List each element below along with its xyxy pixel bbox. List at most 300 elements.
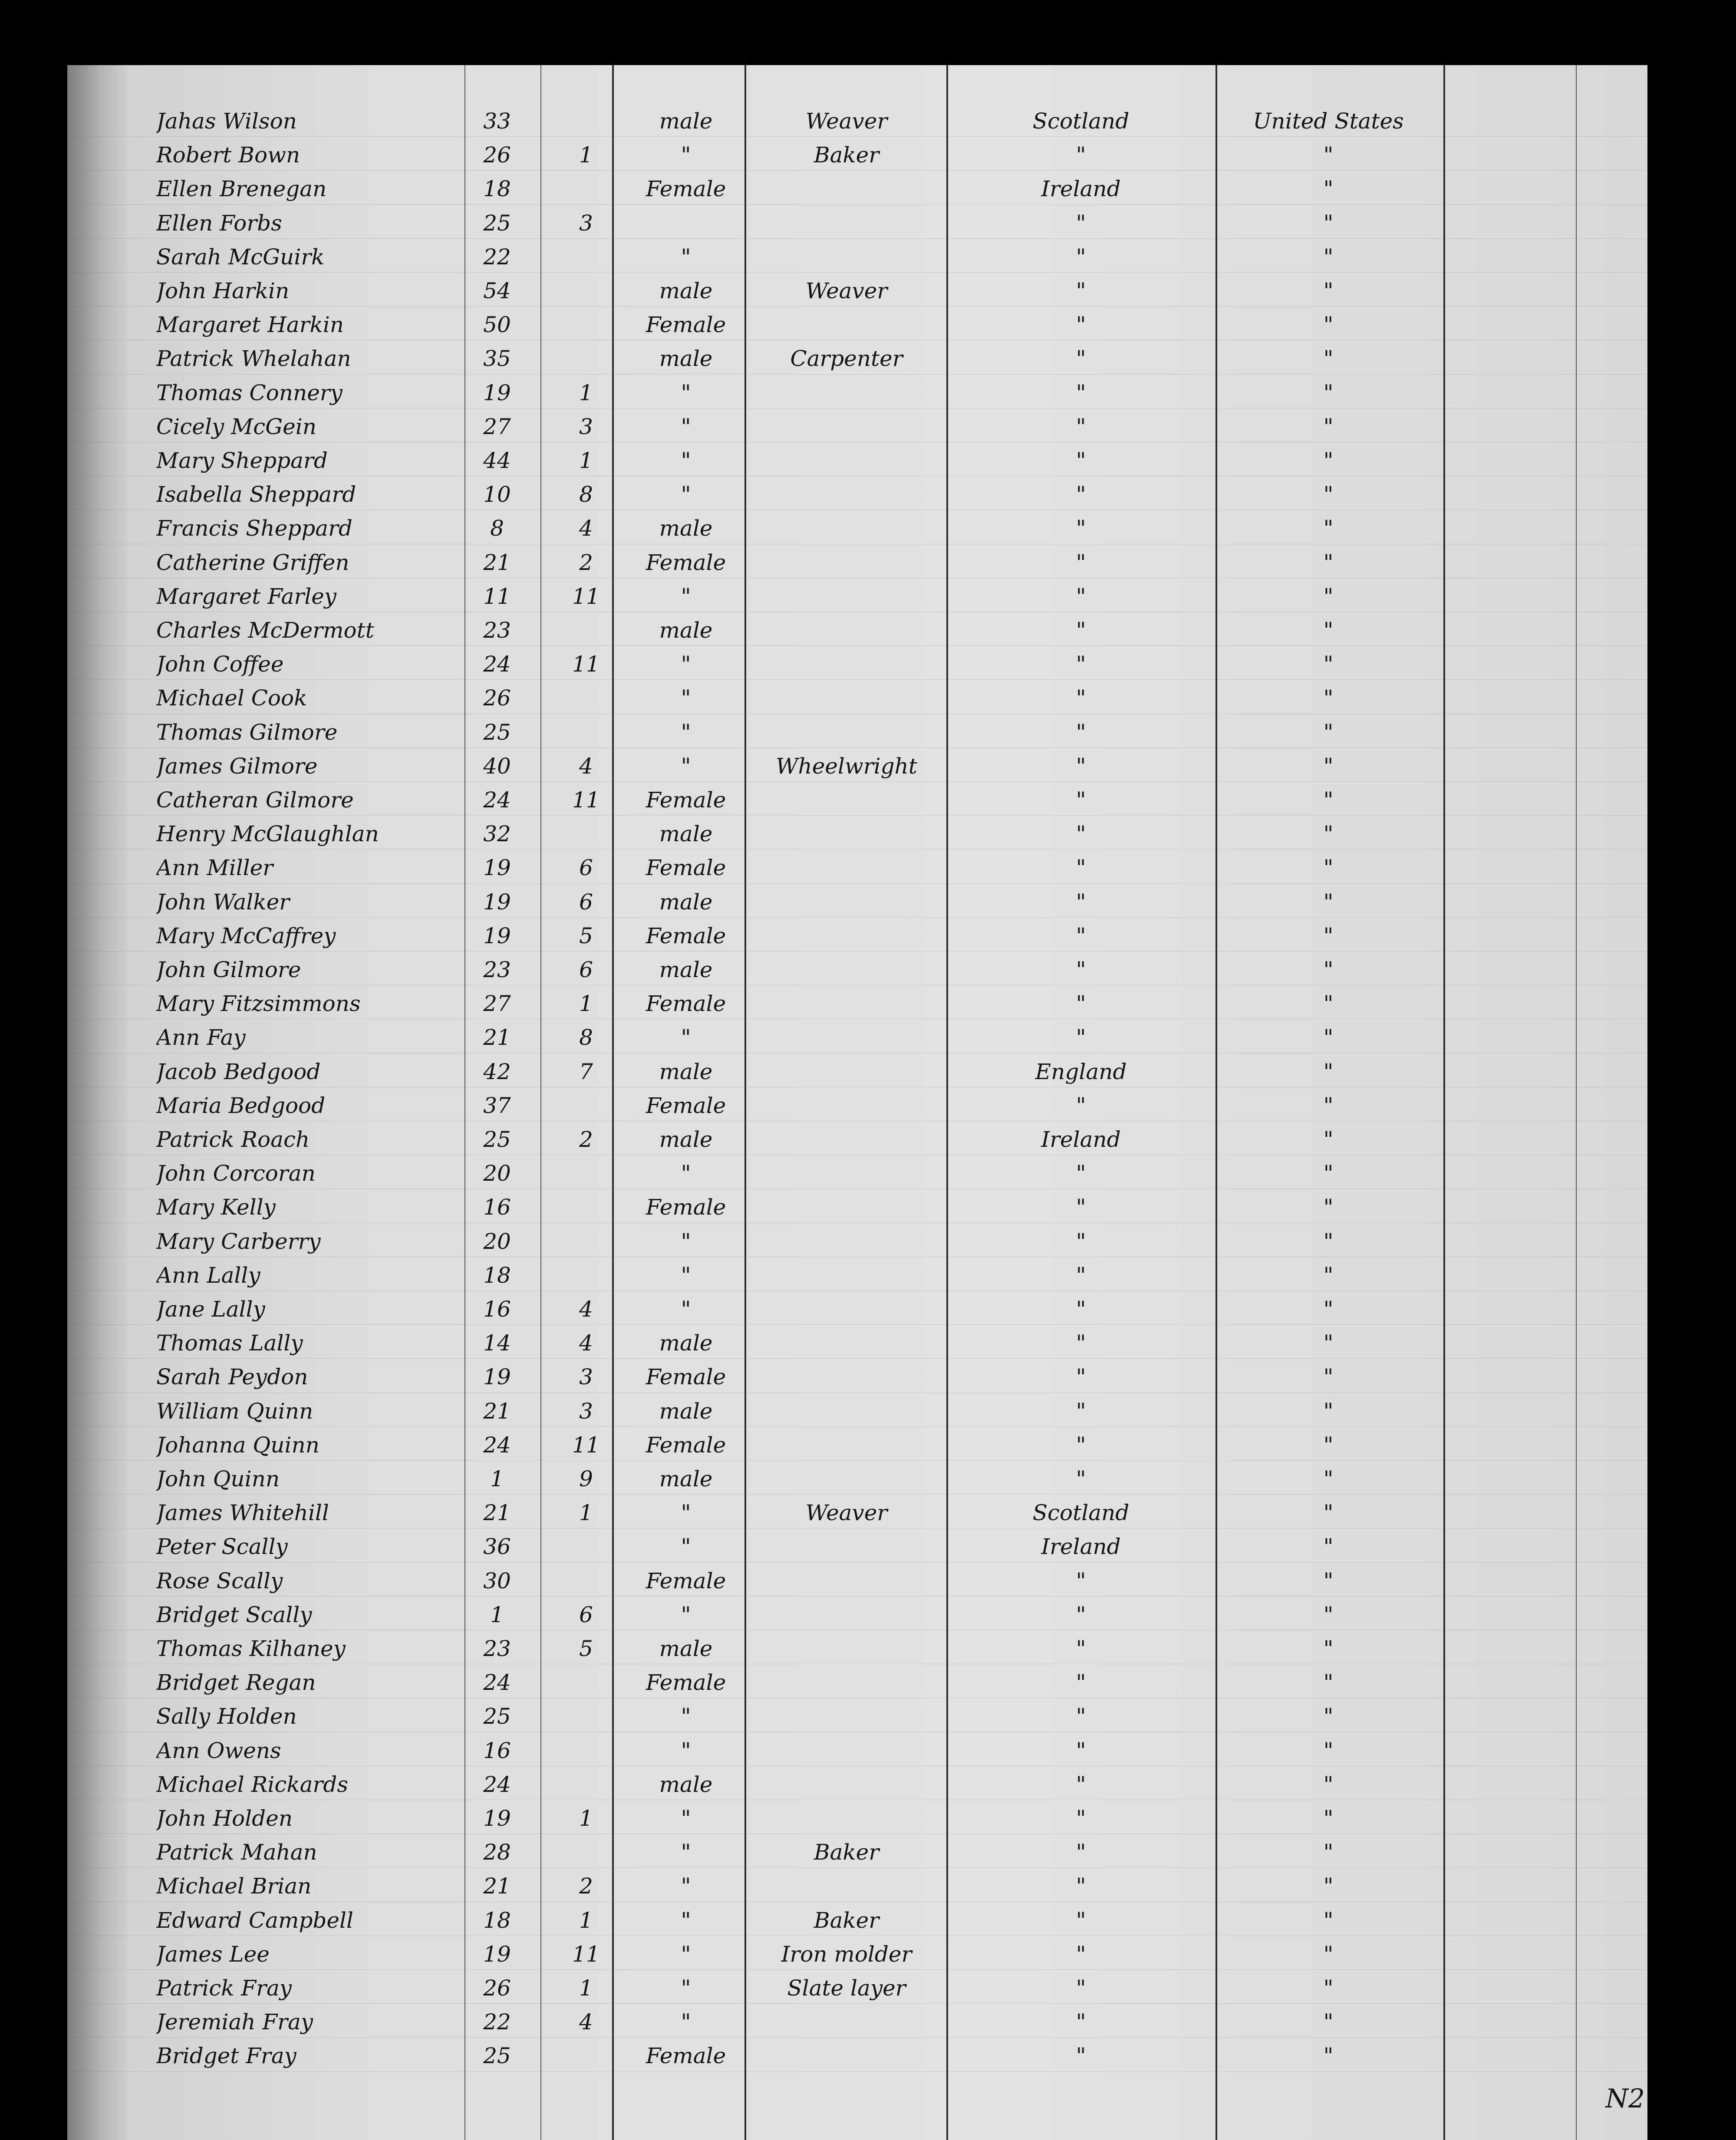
passenger-occupation <box>751 1768 942 1801</box>
passenger-name: John Harkin <box>156 278 290 303</box>
passenger-birthplace: " <box>1076 1806 1086 1831</box>
passenger-months <box>543 308 629 342</box>
passenger-birthplace: " <box>1076 2009 1086 2035</box>
passenger-birthplace: " <box>1076 1364 1086 1390</box>
passenger-months <box>543 172 629 206</box>
table-row <box>0 715 1736 749</box>
passenger-name: Ann Owens <box>156 1738 281 1763</box>
passenger-sex: Female <box>646 2043 726 2069</box>
passenger-destination: " <box>1323 414 1334 439</box>
passenger-sex: " <box>681 1534 691 1560</box>
passenger-age: 25 <box>483 2043 511 2069</box>
passenger-name: Ann Lally <box>156 1262 260 1288</box>
passenger-destination: " <box>1323 312 1334 338</box>
passenger-months: 11 <box>572 583 600 609</box>
passenger-sex: Female <box>646 1364 726 1390</box>
passenger-sex: " <box>681 652 691 677</box>
passenger-destination: " <box>1323 719 1334 745</box>
passenger-age: 18 <box>483 1262 511 1288</box>
passenger-occupation <box>751 1190 942 1224</box>
passenger-destination: " <box>1323 1907 1334 1933</box>
passenger-months: 1 <box>579 991 593 1017</box>
passenger-occupation: Carpenter <box>790 346 903 372</box>
passenger-occupation <box>751 681 942 715</box>
passenger-destination: " <box>1323 1873 1334 1899</box>
passenger-name: Mary Sheppard <box>156 448 328 473</box>
passenger-sex: male <box>659 889 713 915</box>
passenger-birthplace: " <box>1076 685 1086 711</box>
passenger-occupation <box>751 511 942 545</box>
passenger-months <box>543 681 629 715</box>
table-row <box>0 444 1736 477</box>
passenger-sex: Female <box>646 855 726 881</box>
table-row <box>0 240 1736 274</box>
table-row <box>0 817 1736 851</box>
table-row <box>0 1394 1736 1428</box>
passenger-destination: " <box>1323 176 1334 202</box>
passenger-occupation <box>751 1258 942 1292</box>
passenger-destination: " <box>1323 1636 1334 1661</box>
passenger-occupation <box>751 783 942 817</box>
passenger-name: Michael Cook <box>156 685 307 711</box>
passenger-months: 2 <box>579 1127 593 1152</box>
passenger-name: James Whitehill <box>156 1500 329 1526</box>
passenger-birthplace: " <box>1076 346 1086 372</box>
table-row <box>0 1937 1736 1971</box>
passenger-sex: " <box>681 1840 691 1865</box>
passenger-occupation <box>751 376 942 410</box>
passenger-destination: " <box>1323 787 1334 813</box>
passenger-months: 5 <box>579 1636 593 1661</box>
table-row <box>0 647 1736 681</box>
passenger-sex: male <box>659 1398 713 1424</box>
passenger-age: 19 <box>483 855 511 881</box>
passenger-occupation <box>751 1292 942 1326</box>
passenger-destination: " <box>1323 380 1334 405</box>
table-row <box>0 1055 1736 1089</box>
passenger-age: 24 <box>483 1771 511 1797</box>
passenger-age: 18 <box>483 1907 511 1933</box>
passenger-destination: " <box>1323 618 1334 643</box>
passenger-months: 1 <box>579 380 593 405</box>
table-row <box>0 1971 1736 2005</box>
passenger-birthplace: " <box>1076 1907 1086 1933</box>
table-row <box>0 1530 1736 1564</box>
passenger-occupation <box>751 1734 942 1768</box>
passenger-months: 8 <box>579 1025 593 1050</box>
table-row <box>0 1156 1736 1190</box>
passenger-birthplace: " <box>1076 1704 1086 1729</box>
passenger-months: 3 <box>579 414 593 439</box>
passenger-age: 14 <box>483 1330 511 1356</box>
passenger-occupation <box>751 308 942 342</box>
passenger-age: 22 <box>483 2009 511 2035</box>
passenger-occupation <box>751 172 942 206</box>
passenger-occupation: Wheelwright <box>776 753 917 779</box>
passenger-months <box>543 1258 629 1292</box>
table-row <box>0 546 1736 579</box>
passenger-age: 23 <box>483 1636 511 1661</box>
passenger-name: Edward Campbell <box>156 1907 353 1933</box>
table-row <box>0 1598 1736 1632</box>
passenger-age: 25 <box>483 1127 511 1152</box>
passenger-sex: Female <box>646 1432 726 1458</box>
passenger-name: William Quinn <box>156 1398 313 1424</box>
passenger-months: 4 <box>579 1297 593 1322</box>
passenger-birthplace: " <box>1076 1602 1086 1627</box>
passenger-age: 24 <box>483 652 511 677</box>
passenger-months <box>543 1666 629 1699</box>
passenger-occupation <box>751 1598 942 1632</box>
passenger-destination: " <box>1323 482 1334 507</box>
passenger-destination: " <box>1323 1398 1334 1424</box>
passenger-name: Margaret Harkin <box>156 312 344 338</box>
passenger-occupation <box>751 1869 942 1903</box>
passenger-name: Isabella Sheppard <box>156 482 356 507</box>
table-row <box>0 749 1736 783</box>
passenger-months: 6 <box>579 855 593 881</box>
passenger-sex: male <box>659 1466 713 1491</box>
passenger-months: 4 <box>579 1330 593 1356</box>
passenger-months: 1 <box>579 1975 593 2001</box>
passenger-occupation <box>751 546 942 579</box>
passenger-birthplace: " <box>1076 1670 1086 1696</box>
passenger-destination: " <box>1323 991 1334 1017</box>
passenger-sex: " <box>681 380 691 405</box>
passenger-name: Patrick Whelahan <box>156 346 351 372</box>
passenger-birthplace: Ireland <box>1041 1534 1121 1560</box>
passenger-birthplace: " <box>1076 787 1086 813</box>
passenger-name: Sarah McGuirk <box>156 244 325 270</box>
passenger-birthplace: Ireland <box>1041 1127 1121 1152</box>
passenger-birthplace: " <box>1076 550 1086 575</box>
table-row <box>0 1801 1736 1835</box>
passenger-birthplace: " <box>1076 923 1086 948</box>
passenger-sex: Female <box>646 1568 726 1593</box>
passenger-occupation: Baker <box>814 1907 880 1933</box>
passenger-birthplace: " <box>1076 652 1086 677</box>
passenger-age: 23 <box>483 618 511 643</box>
table-row <box>0 1360 1736 1394</box>
passenger-occupation <box>751 1360 942 1394</box>
passenger-name: Ellen Brenegan <box>156 176 327 202</box>
passenger-birthplace: " <box>1076 482 1086 507</box>
passenger-months: 9 <box>579 1466 593 1491</box>
passenger-destination: " <box>1323 652 1334 677</box>
passenger-destination: " <box>1323 244 1334 270</box>
passenger-name: Thomas Gilmore <box>156 719 338 745</box>
passenger-age: 26 <box>483 685 511 711</box>
passenger-destination: " <box>1323 1840 1334 1865</box>
passenger-birthplace: Scotland <box>1032 109 1130 134</box>
passenger-months: 3 <box>579 1364 593 1390</box>
passenger-birthplace: " <box>1076 889 1086 915</box>
passenger-age: 44 <box>483 448 511 473</box>
passenger-name: Maria Bedgood <box>156 1093 326 1118</box>
table-row <box>0 1021 1736 1054</box>
table-row <box>0 376 1736 410</box>
passenger-destination: " <box>1323 583 1334 609</box>
passenger-destination: " <box>1323 923 1334 948</box>
passenger-occupation: Baker <box>814 1840 880 1865</box>
passenger-birthplace: " <box>1076 1466 1086 1491</box>
passenger-occupation: Weaver <box>805 109 888 134</box>
passenger-name: Francis Sheppard <box>156 516 352 541</box>
passenger-sex: " <box>681 1806 691 1831</box>
table-row <box>0 1123 1736 1156</box>
passenger-months: 1 <box>579 448 593 473</box>
passenger-age: 21 <box>483 1873 511 1899</box>
passenger-months: 11 <box>572 1941 600 1967</box>
passenger-birthplace: England <box>1035 1059 1127 1084</box>
passenger-name: Patrick Fray <box>156 1975 292 2001</box>
passenger-age: 42 <box>483 1059 511 1084</box>
passenger-birthplace: " <box>1076 1568 1086 1593</box>
passenger-sex: " <box>681 1500 691 1526</box>
passenger-destination: " <box>1323 346 1334 372</box>
passenger-destination: " <box>1323 278 1334 303</box>
passenger-destination: " <box>1323 1127 1334 1152</box>
table-row <box>0 274 1736 308</box>
passenger-birthplace: " <box>1076 991 1086 1017</box>
passenger-age: 16 <box>483 1297 511 1322</box>
passenger-birthplace: Ireland <box>1041 176 1121 202</box>
passenger-sex: " <box>681 1025 691 1050</box>
passenger-age: 19 <box>483 1806 511 1831</box>
passenger-destination: United States <box>1253 109 1404 134</box>
passenger-age: 25 <box>483 719 511 745</box>
passenger-age: 19 <box>483 1941 511 1967</box>
passenger-months <box>543 715 629 749</box>
table-row <box>0 681 1736 715</box>
passenger-birthplace: " <box>1076 753 1086 779</box>
passenger-name: Mary Carberry <box>156 1228 321 1254</box>
passenger-birthplace: " <box>1076 142 1086 168</box>
passenger-occupation <box>751 715 942 749</box>
table-row <box>0 308 1736 342</box>
passenger-months <box>543 613 629 647</box>
table-row <box>0 342 1736 375</box>
passenger-sex: male <box>659 1059 713 1084</box>
table-row <box>0 851 1736 885</box>
passenger-age: 37 <box>483 1093 511 1118</box>
passenger-name: Jahas Wilson <box>156 109 297 134</box>
passenger-age: 21 <box>483 1500 511 1526</box>
table-row <box>0 1632 1736 1666</box>
passenger-name: Ann Miller <box>156 855 273 881</box>
passenger-birthplace: " <box>1076 2043 1086 2069</box>
passenger-destination: " <box>1323 1195 1334 1220</box>
passenger-age: 21 <box>483 1398 511 1424</box>
passenger-destination: " <box>1323 1364 1334 1390</box>
passenger-months: 6 <box>579 1602 593 1627</box>
passenger-name: Thomas Kilhaney <box>156 1636 346 1661</box>
passenger-age: 16 <box>483 1738 511 1763</box>
passenger-name: Rose Scally <box>156 1568 283 1593</box>
passenger-occupation <box>751 1462 942 1496</box>
passenger-name: Michael Rickards <box>156 1771 348 1797</box>
table-row <box>0 1564 1736 1598</box>
passenger-destination: " <box>1323 1059 1334 1084</box>
passenger-sex: male <box>659 957 713 982</box>
passenger-destination: " <box>1323 1466 1334 1491</box>
passenger-name: Bridget Scally <box>156 1602 312 1627</box>
passenger-birthplace: " <box>1076 1228 1086 1254</box>
passenger-destination: " <box>1323 1330 1334 1356</box>
passenger-sex: " <box>681 142 691 168</box>
passenger-occupation <box>751 1394 942 1428</box>
passenger-birthplace: " <box>1076 244 1086 270</box>
passenger-name: James Gilmore <box>156 753 318 779</box>
passenger-occupation <box>751 1801 942 1835</box>
passenger-sex: Female <box>646 1195 726 1220</box>
passenger-months <box>543 1734 629 1768</box>
passenger-birthplace: " <box>1076 516 1086 541</box>
passenger-sex: Female <box>646 923 726 948</box>
passenger-birthplace: " <box>1076 210 1086 236</box>
passenger-destination: " <box>1323 1500 1334 1526</box>
passenger-sex: male <box>659 821 713 847</box>
table-row <box>0 410 1736 444</box>
passenger-months <box>543 1530 629 1564</box>
table-row <box>0 477 1736 511</box>
passenger-months <box>543 1835 629 1869</box>
passenger-destination: " <box>1323 1670 1334 1696</box>
passenger-birthplace: " <box>1076 957 1086 982</box>
passenger-name: Charles McDermott <box>156 618 374 643</box>
passenger-birthplace: " <box>1076 1330 1086 1356</box>
passenger-birthplace: " <box>1076 1025 1086 1050</box>
passenger-months: 11 <box>572 652 600 677</box>
passenger-sex: " <box>681 1262 691 1288</box>
passenger-birthplace: " <box>1076 380 1086 405</box>
passenger-name: Margaret Farley <box>156 583 337 609</box>
passenger-occupation <box>751 1428 942 1462</box>
passenger-name: Patrick Roach <box>156 1127 310 1152</box>
passenger-destination: " <box>1323 1161 1334 1186</box>
passenger-months: 4 <box>579 516 593 541</box>
passenger-name: Michael Brian <box>156 1873 312 1899</box>
passenger-birthplace: " <box>1076 1093 1086 1118</box>
passenger-sex: " <box>681 482 691 507</box>
passenger-occupation <box>751 647 942 681</box>
passenger-destination: " <box>1323 855 1334 881</box>
passenger-name: Jane Lally <box>156 1297 265 1322</box>
passenger-months <box>543 240 629 274</box>
passenger-name: Catheran Gilmore <box>156 787 354 813</box>
table-row <box>0 511 1736 545</box>
table-row <box>0 1666 1736 1699</box>
passenger-birthplace: " <box>1076 1161 1086 1186</box>
passenger-occupation <box>751 1699 942 1733</box>
passenger-age: 19 <box>483 923 511 948</box>
passenger-months: 6 <box>579 957 593 982</box>
passenger-months: 3 <box>579 210 593 236</box>
passenger-age: 26 <box>483 142 511 168</box>
passenger-occupation <box>751 477 942 511</box>
passenger-sex: " <box>681 1297 691 1322</box>
passenger-name: John Holden <box>156 1806 293 1831</box>
passenger-destination: " <box>1323 1432 1334 1458</box>
passenger-name: Henry McGlaughlan <box>156 821 379 847</box>
passenger-occupation: Baker <box>814 142 880 168</box>
passenger-birthplace: " <box>1076 278 1086 303</box>
passenger-destination: " <box>1323 1568 1334 1593</box>
passenger-sex: Female <box>646 550 726 575</box>
passenger-birthplace: " <box>1076 821 1086 847</box>
passenger-birthplace: " <box>1076 1195 1086 1220</box>
passenger-sex: " <box>681 448 691 473</box>
passenger-occupation <box>751 1225 942 1258</box>
passenger-sex: male <box>659 1771 713 1797</box>
passenger-months: 2 <box>579 550 593 575</box>
passenger-name: Bridget Fray <box>156 2043 296 2069</box>
passenger-age: 32 <box>483 821 511 847</box>
passenger-name: Bridget Regan <box>156 1670 316 1696</box>
passenger-occupation <box>751 817 942 851</box>
passenger-name: Sarah Peydon <box>156 1364 308 1390</box>
passenger-destination: " <box>1323 1975 1334 2001</box>
passenger-age: 36 <box>483 1534 511 1560</box>
passenger-destination: " <box>1323 1602 1334 1627</box>
passenger-occupation <box>751 410 942 444</box>
passenger-occupation <box>751 1123 942 1156</box>
passenger-months: 11 <box>572 787 600 813</box>
passenger-name: Jeremiah Fray <box>156 2009 313 2035</box>
passenger-destination: " <box>1323 1941 1334 1967</box>
passenger-age: 21 <box>483 1025 511 1050</box>
passenger-destination: " <box>1323 1704 1334 1729</box>
table-row <box>0 104 1736 138</box>
passenger-months: 3 <box>579 1398 593 1424</box>
passenger-destination: " <box>1323 1228 1334 1254</box>
passenger-sex: " <box>681 1602 691 1627</box>
passenger-months: 4 <box>579 753 593 779</box>
passenger-occupation <box>751 1632 942 1666</box>
passenger-occupation <box>751 919 942 953</box>
passenger-name: Jacob Bedgood <box>156 1059 321 1084</box>
passenger-destination: " <box>1323 210 1334 236</box>
passenger-name: John Quinn <box>156 1466 280 1491</box>
passenger-occupation <box>751 2039 942 2073</box>
passenger-months: 1 <box>579 142 593 168</box>
passenger-months: 4 <box>579 2009 593 2035</box>
passenger-age: 25 <box>483 210 511 236</box>
table-row <box>0 1428 1736 1462</box>
passenger-sex: male <box>659 516 713 541</box>
table-row <box>0 613 1736 647</box>
passenger-sex: " <box>681 2009 691 2035</box>
passenger-occupation <box>751 1021 942 1054</box>
passenger-months: 6 <box>579 889 593 915</box>
passenger-age: 54 <box>483 278 511 303</box>
passenger-months <box>543 1190 629 1224</box>
passenger-occupation <box>751 613 942 647</box>
passenger-name: Mary McCaffrey <box>156 923 336 948</box>
passenger-age: 50 <box>483 312 511 338</box>
table-row <box>0 579 1736 613</box>
passenger-months <box>543 104 629 138</box>
passenger-sex: " <box>681 719 691 745</box>
passenger-birthplace: " <box>1076 1873 1086 1899</box>
passenger-sex <box>621 206 751 240</box>
table-row <box>0 1734 1736 1768</box>
passenger-months: 5 <box>579 923 593 948</box>
passenger-sex: male <box>659 1127 713 1152</box>
passenger-name: Robert Bown <box>156 142 300 168</box>
passenger-occupation <box>751 987 942 1021</box>
passenger-age: 24 <box>483 1432 511 1458</box>
